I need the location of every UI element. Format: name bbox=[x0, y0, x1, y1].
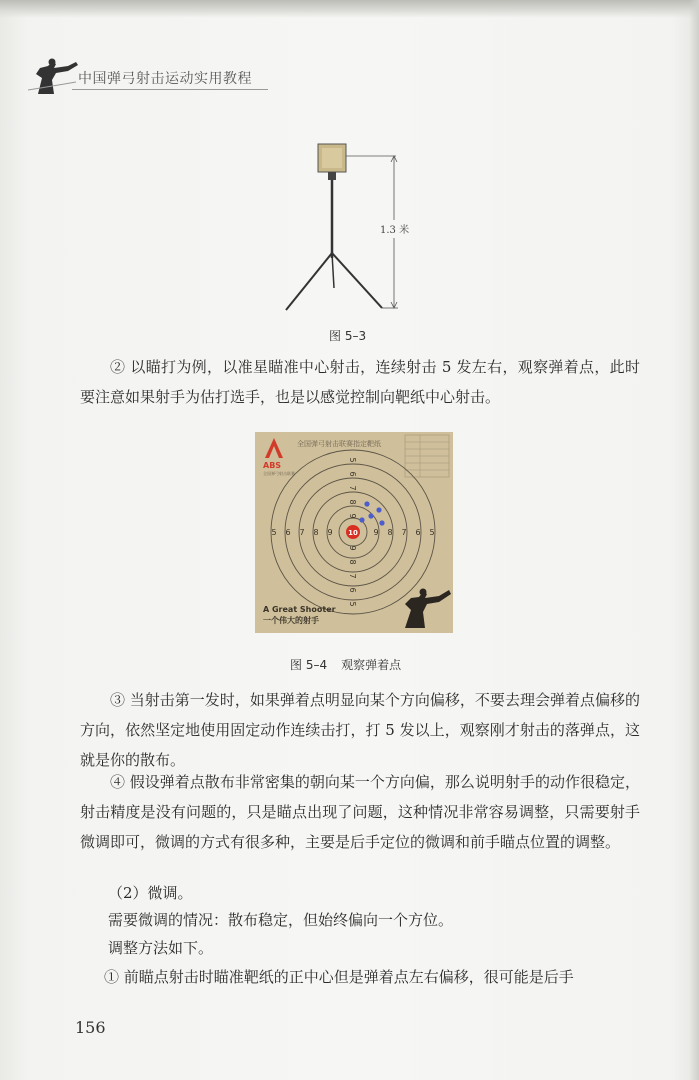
tripod-figure bbox=[270, 138, 430, 318]
target-paper bbox=[255, 432, 453, 633]
paragraph-1: ② 以瞄打为例，以准星瞄准中心射击，连续射击 5 发左右，观察弹着点，此时要注意如果射手为估打选手，也是以感觉控制向靶纸中心射击。 bbox=[80, 358, 640, 406]
ring-number: 6 bbox=[348, 587, 357, 593]
ring-number: 9 bbox=[373, 528, 379, 537]
ring-number: 9 bbox=[327, 528, 333, 537]
line-method: 调整方法如下。 bbox=[108, 939, 214, 957]
ring-number: 8 bbox=[348, 499, 357, 505]
header-underline bbox=[72, 89, 268, 90]
target-figure bbox=[255, 432, 453, 633]
ring-number: 5 bbox=[348, 601, 357, 607]
section-micro-adjust: （2）微调。 bbox=[108, 884, 193, 902]
ring-number: 6 bbox=[348, 471, 357, 477]
ring-number: 6 bbox=[415, 528, 421, 537]
impact-point bbox=[379, 520, 384, 525]
ring-number: 8 bbox=[387, 528, 393, 537]
page-top-shadow bbox=[0, 0, 699, 18]
ring-number: 7 bbox=[348, 485, 357, 491]
running-header bbox=[28, 56, 268, 96]
page-number: 156 bbox=[75, 1018, 106, 1037]
ring-number: 7 bbox=[299, 528, 305, 537]
ring-number: 5 bbox=[348, 457, 357, 463]
height-label: 1.3 米 bbox=[380, 225, 410, 236]
ring-number: 9 bbox=[348, 513, 357, 519]
ring-number: 5 bbox=[271, 528, 277, 537]
impact-point bbox=[368, 513, 373, 518]
ring-number: 8 bbox=[313, 528, 319, 537]
line-need-adjust: 需要微调的情况：散布稳定，但始终偏向一个方位。 bbox=[108, 911, 454, 929]
figure2-caption bbox=[290, 656, 401, 673]
impact-point bbox=[376, 507, 381, 512]
ring-number: 7 bbox=[401, 528, 407, 537]
header-title: 中国弹弓射击运动实用教程 bbox=[78, 71, 252, 87]
bullseye-number: 10 bbox=[348, 529, 358, 537]
page-right-edge bbox=[689, 0, 699, 1080]
target-logo-text: ABS bbox=[263, 461, 282, 470]
figure2-caption-text: 观察弹着点 bbox=[341, 658, 402, 672]
target-logo-sub: 全国弹弓射击联赛 bbox=[263, 471, 295, 476]
target-title: 全国弹弓射击联赛指定靶纸 bbox=[297, 440, 381, 448]
figure2-caption-number: 图 5–4 bbox=[290, 658, 328, 672]
impact-point bbox=[359, 517, 364, 522]
line-last: ① 前瞄点射击时瞄准靶纸的正中心但是弹着点左右偏移，很可能是后手 bbox=[104, 968, 574, 986]
figure1-caption: 图 5–3 bbox=[329, 329, 367, 343]
ring-number: 9 bbox=[348, 545, 357, 551]
ring-number: 5 bbox=[429, 528, 435, 537]
impact-point bbox=[364, 501, 369, 506]
slogan-cn: 一个伟大的射手 bbox=[263, 616, 319, 625]
paragraph-3: ④ 假设弹着点散布非常密集的朝向某一个方向偏，那么说明射手的动作很稳定，射击精度是没有问题的，只是瞄点出现了问题，这种情况非常容易调整，只需要射手微调即可，微调的方式有很多种，主要是后手定位的微调和前手瞄点位置的调整。 bbox=[80, 773, 640, 851]
ring-number: 8 bbox=[348, 559, 357, 565]
slogan-en: A Great Shooter bbox=[263, 605, 336, 614]
shooter-silhouette-icon bbox=[28, 56, 78, 96]
ring-number: 6 bbox=[285, 528, 291, 537]
ring-number: 7 bbox=[348, 573, 357, 579]
paragraph-2: ③ 当射击第一发时，如果弹着点明显向某个方向偏移，不要去理会弹着点偏移的方向，依然坚定地使用固定动作连续击打，打 5 发以上，观察刚才射击的落弹点，这就是你的散布。 bbox=[80, 691, 640, 769]
